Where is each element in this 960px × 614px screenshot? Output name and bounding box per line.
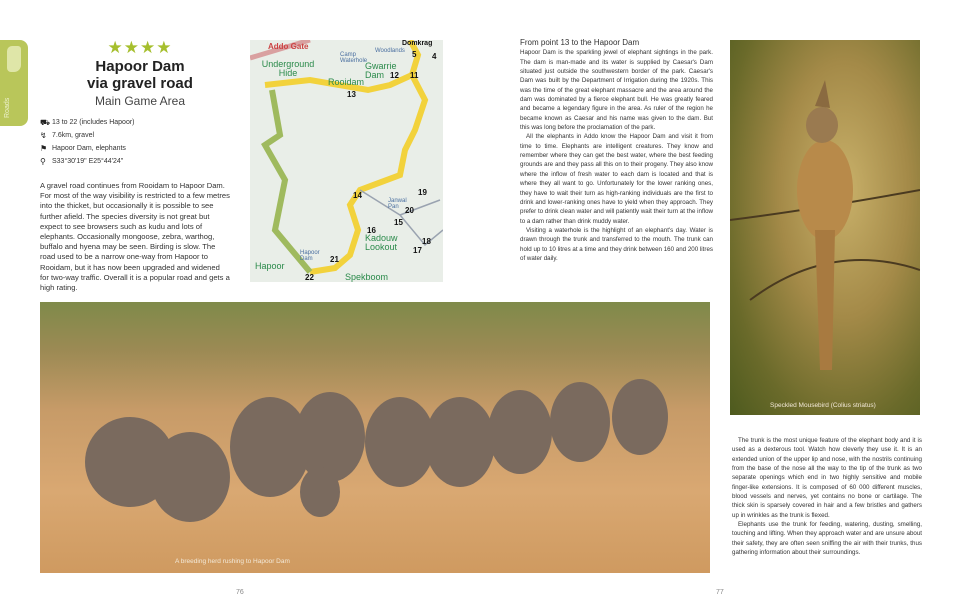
- park-map-icon: [7, 46, 21, 72]
- map-label-addo-gate: Addo Gate: [268, 42, 309, 51]
- map-label-underground-hide: Underground Hide: [261, 59, 315, 78]
- location-pin-icon: ⚲: [40, 157, 46, 166]
- bird-caption: Speckled Mousebird (Colius striatus): [770, 402, 876, 409]
- road-icon: ⛟: [40, 117, 51, 127]
- paragraph: Hapoor Dam is the sparkling jewel of elephant sightings in the park. The dam is man-made and its water is supplied by Caesar's Dam situated just outside the southwestern border of the park. Caesar's Dam was built by the Department of Irrigation during the 1920s. This was the time of the great elephant massacre and the area around the dam was dominated by a fierce elephant bull. He was greatly feared and became a legendary figure in the area. As ruler of the region he became known as Caesar and his name was given to the dam. But this was long before the proclamation of the park.: [520, 49, 713, 132]
- fact-gps: [40, 155, 135, 168]
- title-line-1: Hapoor Dam: [95, 58, 185, 75]
- map-point: 4: [432, 52, 437, 61]
- map-label-hapoor: Hapoor: [255, 261, 285, 271]
- map-label-gwarrie-dam: Gwarrie Dam: [365, 61, 397, 80]
- flag-icon: ⚑: [40, 144, 48, 153]
- map-point: 22: [305, 273, 314, 282]
- fact-points: [40, 116, 135, 129]
- fact-text: 7.6km, gravel: [52, 132, 95, 139]
- map-point: 19: [418, 188, 427, 197]
- map-point: 13: [347, 90, 356, 99]
- main-text-column: [520, 38, 713, 263]
- map-point: 11: [410, 71, 419, 80]
- trunk-text-column: [732, 436, 922, 557]
- map-label-rooidam: Rooidam: [328, 77, 365, 87]
- route-map: [250, 40, 443, 282]
- map-label-domkrag: Domkrag: [402, 40, 433, 47]
- page-number-right: 77: [716, 589, 724, 596]
- map-label-camp-waterhole: Camp Waterhole: [340, 52, 368, 64]
- map-point: 18: [422, 237, 431, 246]
- map-label-hapoor-dam: Hapoor Dam: [300, 250, 320, 262]
- map-point: 14: [353, 191, 362, 200]
- section-heading: From point 13 to the Hapoor Dam: [520, 38, 640, 47]
- route-facts: [40, 116, 135, 168]
- fact-text: 13 to 22 (includes Hapoor): [52, 119, 135, 126]
- mousebird-illustration: [730, 40, 920, 415]
- page-number-left: 76: [236, 589, 244, 596]
- fact-text: Hapoor Dam, elephants: [52, 145, 126, 152]
- intro-paragraph: A gravel road continues from Rooidam to Hapoor Dam. For most of the way visibility is restricted to a few metres into the thicket, but occasionally it is possible to see further afield. The species diversity is not great but expect to see browsers such as kudu and lots of elephants. Occasionally mongoose, zebra, warthog, buffalo and hyena may be seen. Birding is slow. The road used to be a narrow one-way from Hapoor to Rooidam, but it has now been upgraded and widened for two-way traffic. Overall it is a popular road and gets a high rating.: [40, 181, 230, 293]
- elephant-herd-illustration: [40, 302, 710, 573]
- map-point: 20: [405, 206, 414, 215]
- map-label-kadouw-lookout: Kadouw Lookout: [365, 233, 398, 252]
- map-point: 16: [367, 226, 376, 235]
- map-point: 12: [390, 71, 399, 80]
- fact-distance: [40, 129, 135, 142]
- star-rating: ★★★★: [107, 38, 173, 57]
- paragraph: The trunk is the most unique feature of the elephant body and it is used as a dexterous tool. Watch how cleverly they use it. It is an extended union of the upper lip and nose, with the nostrils continuing from the base of the nose all the way to the tip of the trunk as two separate openings which end in two highly sensitive and mobile finger-like extensions. It is composed of 60 000 different muscles, blood vessels and nerves, yet contains no bone or cartilage. The thick skin is sparsely covered in hair and a few bristles and gathers up in wrinkles as the trunk is flexed.: [732, 437, 922, 519]
- elephants-caption: A breeding herd rushing to Hapoor Dam: [175, 558, 290, 565]
- map-point: 21: [330, 255, 339, 264]
- title-line-2: via gravel road: [87, 75, 193, 92]
- paragraph: Elephants use the trunk for feeding, watering, dusting, smelling, touching and lifting. When they approach water and are unsure about their safety, they are often seen sniffing the air with their trunks, thus gathering information about their surroundings.: [732, 521, 922, 557]
- section-tab-label: Roads: [4, 97, 11, 118]
- map-label-janwal-pan: Janwal Pan: [388, 198, 407, 210]
- section-tab: [0, 40, 28, 126]
- fact-highlights: [40, 142, 135, 155]
- route-icon: ↯: [40, 131, 47, 140]
- paragraph: All the elephants in Addo know the Hapoor Dam and visit it from time to time. Elephants are intelligent creatures. They know and remember where they can get the best water, where the best feeding grounds are and they pass all this on to their progeny. They also know where the inflow of fresh water to each dam is located and that is where they all want to go. Unfortunately for the lower ranking ones, they have to wait their turn as high-ranking individuals are the first to drink and lower-ranking ones have to yield when they approach. They prefer to drink clean water and will patiently wait their turn at the inflow to a dam rather than drink muddy water.: [520, 133, 713, 225]
- paragraph: Visiting a waterhole is the highlight of an elephant's day. Water is drawn through the trunk and transferred to the mouth. The trunk can hold up to 10 litres at a time and they drink between 160 and 200 litres of water daily.: [520, 226, 713, 262]
- map-label-spekboom: Spekboom: [345, 272, 389, 282]
- bird-photo: [730, 40, 920, 415]
- route-title: [60, 58, 220, 92]
- fact-text: S33°30'19" E25°44'24": [52, 158, 124, 165]
- map-label-woodlands: Woodlands: [375, 48, 405, 54]
- map-point: 15: [394, 218, 403, 227]
- map-point: 17: [413, 246, 422, 255]
- route-subtitle: Main Game Area: [94, 94, 186, 108]
- map-point: 5: [412, 50, 417, 59]
- elephant-herd-photo: [40, 302, 710, 573]
